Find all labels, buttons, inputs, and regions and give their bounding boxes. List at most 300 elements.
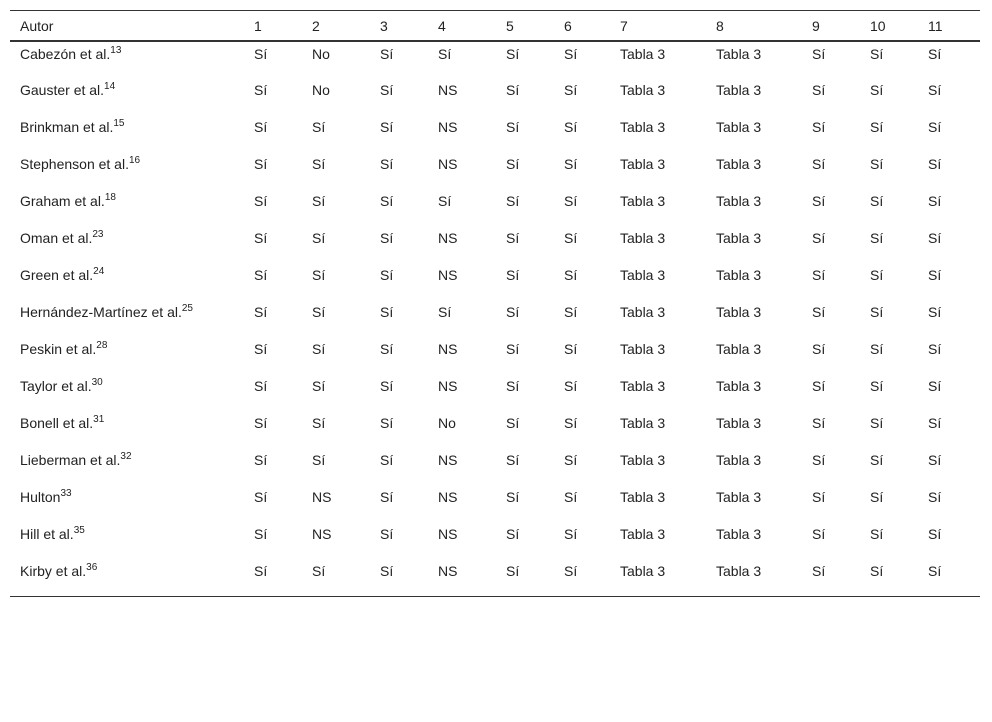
criterion-value: Sí [506, 489, 520, 505]
criterion-1-cell [244, 337, 302, 374]
criterion-value: Sí [870, 378, 884, 394]
criterion-7-cell [610, 152, 706, 189]
criterion-1-cell [244, 522, 302, 559]
criterion-value: Sí [870, 415, 884, 431]
criterion-1-cell [244, 559, 302, 596]
criterion-value: Sí [870, 156, 884, 172]
criterion-value: Sí [870, 119, 884, 135]
criterion-4-cell [428, 374, 496, 411]
criterion-value: Sí [312, 452, 326, 468]
criterion-5-cell [496, 374, 554, 411]
criterion-value: Sí [928, 119, 942, 135]
criterion-value: Sí [870, 452, 884, 468]
criterion-value: Tabla 3 [716, 193, 762, 209]
criterion-8-cell [706, 78, 802, 115]
criterion-2-cell [302, 152, 370, 189]
table-row [10, 152, 980, 189]
criterion-2-cell [302, 337, 370, 374]
criterion-value: NS [438, 156, 458, 172]
criterion-value: Sí [870, 563, 884, 579]
table-row [10, 78, 980, 115]
criterion-5-cell [496, 78, 554, 115]
criterion-value: Sí [506, 82, 520, 98]
criterion-value: Sí [380, 452, 394, 468]
reference-number: 23 [92, 229, 104, 240]
criterion-value: Sí [312, 156, 326, 172]
criterion-10-cell [860, 411, 918, 448]
criterion-value: Sí [870, 526, 884, 542]
criterion-4-cell [428, 263, 496, 300]
criterion-9-cell [802, 448, 860, 485]
criterion-11-cell [918, 115, 980, 152]
criterion-2-cell [302, 41, 370, 78]
author-name: Hill et al. [20, 526, 74, 542]
criterion-value: Sí [254, 46, 268, 62]
criterion-value: Sí [506, 415, 520, 431]
criterion-value: Sí [506, 452, 520, 468]
criterion-10-cell [860, 189, 918, 226]
criterion-1-cell [244, 263, 302, 300]
criterion-7-cell [610, 115, 706, 152]
criterion-value: Sí [254, 267, 268, 283]
reference-number: 36 [86, 562, 98, 573]
criterion-1-cell [244, 189, 302, 226]
criterion-value: Sí [380, 415, 394, 431]
criterion-6-cell [554, 559, 610, 596]
criterion-10-cell [860, 337, 918, 374]
header-criterion-7: 7 [610, 11, 706, 42]
criterion-value: Tabla 3 [620, 563, 666, 579]
criterion-5-cell [496, 189, 554, 226]
criterion-6-cell [554, 411, 610, 448]
criterion-value: Sí [564, 526, 578, 542]
criterion-10-cell [860, 115, 918, 152]
reference-number: 13 [110, 45, 122, 56]
criterion-value: Sí [380, 563, 394, 579]
criterion-value: Tabla 3 [620, 341, 666, 357]
criterion-10-cell [860, 263, 918, 300]
criterion-3-cell [370, 189, 428, 226]
criterion-value: Sí [438, 46, 452, 62]
author-cell [10, 300, 244, 337]
criterion-value: NS [438, 526, 458, 542]
criterion-6-cell [554, 374, 610, 411]
criterion-1-cell [244, 78, 302, 115]
criterion-value: Sí [312, 563, 326, 579]
criterion-value: Sí [564, 46, 578, 62]
criterion-value: Sí [812, 526, 826, 542]
criterion-value: Sí [870, 193, 884, 209]
criterion-value: Sí [564, 452, 578, 468]
author-cell [10, 448, 244, 485]
criterion-value: Sí [928, 341, 942, 357]
criterion-value: NS [438, 82, 458, 98]
criterion-value: Sí [812, 82, 826, 98]
reference-number: 33 [60, 488, 72, 499]
criterion-5-cell [496, 559, 554, 596]
criterion-value: Sí [380, 46, 394, 62]
criterion-11-cell [918, 374, 980, 411]
author-name: Bonell et al. [20, 415, 94, 431]
criterion-3-cell [370, 152, 428, 189]
header-criterion-4: 4 [428, 11, 496, 42]
criterion-value: Sí [928, 378, 942, 394]
criterion-6-cell [554, 485, 610, 522]
author-name: Hulton [20, 489, 61, 505]
author-name: Kirby et al. [20, 563, 87, 579]
criterion-value: Sí [506, 304, 520, 320]
author-cell [10, 337, 244, 374]
criterion-value: Tabla 3 [620, 489, 666, 505]
criterion-3-cell [370, 337, 428, 374]
criterion-value: Sí [380, 378, 394, 394]
criterion-6-cell [554, 337, 610, 374]
author-cell [10, 522, 244, 559]
criterion-value: Sí [870, 489, 884, 505]
author-cell [10, 78, 244, 115]
criterion-1-cell [244, 226, 302, 263]
criterion-value: Sí [380, 526, 394, 542]
criterion-5-cell [496, 485, 554, 522]
criterion-value: Sí [812, 230, 826, 246]
criterion-9-cell [802, 189, 860, 226]
table-header-row [10, 11, 980, 42]
criterion-value: Tabla 3 [620, 378, 666, 394]
criterion-2-cell [302, 263, 370, 300]
criterion-4-cell [428, 152, 496, 189]
criterion-11-cell [918, 522, 980, 559]
criterion-2-cell [302, 374, 370, 411]
criterion-9-cell [802, 522, 860, 559]
criterion-value: Sí [812, 304, 826, 320]
criterion-value: Sí [506, 156, 520, 172]
criterion-value: Tabla 3 [716, 267, 762, 283]
criterion-value: Tabla 3 [620, 452, 666, 468]
criterion-value: Tabla 3 [716, 526, 762, 542]
criterion-value: Sí [564, 267, 578, 283]
criterion-5-cell [496, 448, 554, 485]
criterion-value: NS [438, 230, 458, 246]
criterion-value: Sí [928, 46, 942, 62]
criterion-value: Sí [254, 82, 268, 98]
criterion-value: Tabla 3 [620, 46, 666, 62]
table-row [10, 374, 980, 411]
criterion-4-cell [428, 189, 496, 226]
criterion-9-cell [802, 411, 860, 448]
criterion-value: Sí [870, 230, 884, 246]
author-cell [10, 189, 244, 226]
criterion-4-cell [428, 448, 496, 485]
criterion-value: Sí [254, 304, 268, 320]
criterion-7-cell [610, 300, 706, 337]
criterion-value: Sí [254, 415, 268, 431]
criterion-8-cell [706, 411, 802, 448]
criterion-7-cell [610, 559, 706, 596]
criterion-value: Sí [380, 304, 394, 320]
criterion-value: Sí [564, 230, 578, 246]
criterion-value: Tabla 3 [716, 119, 762, 135]
criterion-8-cell [706, 448, 802, 485]
criterion-5-cell [496, 411, 554, 448]
criterion-value: Sí [312, 119, 326, 135]
criterion-value: Tabla 3 [620, 526, 666, 542]
criterion-value: Tabla 3 [716, 156, 762, 172]
criterion-11-cell [918, 485, 980, 522]
reference-number: 15 [113, 118, 125, 129]
author-name: Hernández-Martínez et al. [20, 304, 182, 320]
criterion-6-cell [554, 41, 610, 78]
criterion-1-cell [244, 41, 302, 78]
criterion-value: NS [438, 563, 458, 579]
criterion-10-cell [860, 559, 918, 596]
reference-number: 28 [96, 340, 108, 351]
criterion-value: Sí [928, 452, 942, 468]
criterion-3-cell [370, 41, 428, 78]
criterion-11-cell [918, 226, 980, 263]
criterion-value: NS [438, 267, 458, 283]
criterion-3-cell [370, 411, 428, 448]
criterion-5-cell [496, 522, 554, 559]
criterion-value: Sí [380, 341, 394, 357]
criterion-value: Tabla 3 [620, 156, 666, 172]
criterion-3-cell [370, 522, 428, 559]
criterion-value: Sí [254, 230, 268, 246]
criterion-10-cell [860, 485, 918, 522]
criterion-5-cell [496, 263, 554, 300]
criterion-value: Tabla 3 [620, 415, 666, 431]
criterion-value: Sí [506, 563, 520, 579]
criterion-value: Sí [564, 489, 578, 505]
criterion-value: Sí [380, 82, 394, 98]
criterion-9-cell [802, 337, 860, 374]
author-name: Cabezón et al. [20, 46, 111, 62]
criterion-value: Tabla 3 [716, 563, 762, 579]
criterion-value: Sí [506, 230, 520, 246]
table-row [10, 226, 980, 263]
criterion-value: Sí [928, 267, 942, 283]
criterion-value: No [438, 415, 456, 431]
criterion-4-cell [428, 559, 496, 596]
criterion-8-cell [706, 374, 802, 411]
header-criterion-1: 1 [244, 11, 302, 42]
criterion-4-cell [428, 41, 496, 78]
criterion-value: Sí [564, 82, 578, 98]
criterion-11-cell [918, 78, 980, 115]
criterion-9-cell [802, 559, 860, 596]
table-row [10, 448, 980, 485]
criterion-5-cell [496, 41, 554, 78]
author-cell [10, 152, 244, 189]
criterion-value: Sí [812, 119, 826, 135]
criterion-5-cell [496, 152, 554, 189]
author-name: Brinkman et al. [20, 119, 114, 135]
criterion-value: Sí [870, 267, 884, 283]
criterion-value: Sí [870, 304, 884, 320]
criterion-10-cell [860, 152, 918, 189]
criterion-11-cell [918, 337, 980, 374]
criterion-value: Sí [564, 341, 578, 357]
table-row [10, 300, 980, 337]
criterion-7-cell [610, 448, 706, 485]
author-cell [10, 263, 244, 300]
criterion-11-cell [918, 300, 980, 337]
criterion-value: NS [312, 489, 332, 505]
criterion-value: Sí [254, 452, 268, 468]
criterion-value: Sí [812, 452, 826, 468]
reference-number: 18 [104, 192, 116, 203]
criterion-value: Tabla 3 [716, 46, 762, 62]
criterion-value: NS [438, 489, 458, 505]
criterion-11-cell [918, 152, 980, 189]
criterion-9-cell [802, 41, 860, 78]
criterion-value: NS [438, 452, 458, 468]
reference-number: 32 [120, 451, 132, 462]
criterion-1-cell [244, 485, 302, 522]
criterion-3-cell [370, 78, 428, 115]
criterion-9-cell [802, 78, 860, 115]
criterion-value: Tabla 3 [620, 193, 666, 209]
author-name: Graham et al. [20, 193, 105, 209]
criterion-value: Sí [812, 378, 826, 394]
criterion-value: Tabla 3 [716, 230, 762, 246]
criterion-value: Sí [312, 304, 326, 320]
criterion-value: NS [438, 119, 458, 135]
reference-number: 31 [93, 414, 105, 425]
criterion-8-cell [706, 522, 802, 559]
criterion-9-cell [802, 226, 860, 263]
criterion-8-cell [706, 263, 802, 300]
criterion-value: Sí [380, 193, 394, 209]
criterion-9-cell [802, 374, 860, 411]
criterion-value: Tabla 3 [716, 82, 762, 98]
criterion-6-cell [554, 263, 610, 300]
criterion-9-cell [802, 115, 860, 152]
criterion-value: Sí [380, 267, 394, 283]
criterion-7-cell [610, 189, 706, 226]
criterion-11-cell [918, 41, 980, 78]
reference-number: 16 [128, 155, 141, 166]
criterion-8-cell [706, 115, 802, 152]
criterion-8-cell [706, 300, 802, 337]
criterion-8-cell [706, 152, 802, 189]
criterion-value: Sí [812, 46, 826, 62]
criterion-value: Sí [564, 156, 578, 172]
criterion-value: Tabla 3 [716, 415, 762, 431]
criterion-3-cell [370, 300, 428, 337]
criterion-2-cell [302, 189, 370, 226]
criterion-value: NS [438, 378, 458, 394]
criterion-1-cell [244, 448, 302, 485]
criterion-8-cell [706, 485, 802, 522]
author-name: Peskin et al. [20, 341, 97, 357]
criterion-4-cell [428, 522, 496, 559]
criterion-value: Sí [254, 193, 268, 209]
author-cell [10, 41, 244, 78]
criterion-value: Sí [506, 341, 520, 357]
header-criterion-2: 2 [302, 11, 370, 42]
criterion-5-cell [496, 226, 554, 263]
table-row [10, 485, 980, 522]
criterion-value: Sí [254, 526, 268, 542]
author-name: Green et al. [20, 267, 94, 283]
criterion-3-cell [370, 448, 428, 485]
criterion-value: Sí [928, 415, 942, 431]
criterion-value: Sí [870, 46, 884, 62]
criterion-value: Sí [254, 378, 268, 394]
criterion-11-cell [918, 189, 980, 226]
criterion-4-cell [428, 300, 496, 337]
criterion-8-cell [706, 559, 802, 596]
criterion-value: Tabla 3 [620, 119, 666, 135]
criterion-value: Sí [928, 563, 942, 579]
criterion-value: Sí [506, 46, 520, 62]
table-row [10, 411, 980, 448]
header-criterion-10: 10 [860, 11, 918, 42]
criterion-value: Sí [312, 341, 326, 357]
header-criterion-9: 9 [802, 11, 860, 42]
criterion-2-cell [302, 226, 370, 263]
author-cell [10, 559, 244, 596]
criterion-6-cell [554, 522, 610, 559]
criterion-11-cell [918, 448, 980, 485]
reference-number: 25 [181, 303, 193, 314]
criterion-value: Sí [254, 563, 268, 579]
criterion-value: Sí [928, 230, 942, 246]
header-criterion-6: 6 [554, 11, 610, 42]
criterion-10-cell [860, 522, 918, 559]
header-autor: Autor [10, 11, 244, 42]
criterion-3-cell [370, 226, 428, 263]
criterion-value: Tabla 3 [716, 452, 762, 468]
author-cell [10, 226, 244, 263]
criterion-value: Sí [254, 341, 268, 357]
criterion-value: Sí [564, 378, 578, 394]
criterion-value: Sí [564, 415, 578, 431]
criterion-2-cell [302, 411, 370, 448]
criterion-value: Sí [312, 193, 326, 209]
criterion-1-cell [244, 115, 302, 152]
criterion-value: Sí [564, 563, 578, 579]
criterion-9-cell [802, 485, 860, 522]
criterion-2-cell [302, 485, 370, 522]
header-criterion-5: 5 [496, 11, 554, 42]
criterion-value: Sí [564, 193, 578, 209]
criterion-value: Tabla 3 [620, 230, 666, 246]
criterion-value: Sí [812, 156, 826, 172]
table-row [10, 522, 980, 559]
quality-assessment-table [10, 10, 980, 597]
header-criterion-11: 11 [918, 11, 980, 42]
criterion-value: Sí [380, 489, 394, 505]
table-row [10, 559, 980, 596]
criterion-value: Tabla 3 [620, 304, 666, 320]
criterion-value: Sí [254, 119, 268, 135]
criterion-5-cell [496, 337, 554, 374]
criterion-6-cell [554, 115, 610, 152]
criterion-value: Sí [438, 193, 452, 209]
criterion-value: No [312, 82, 330, 98]
criterion-value: Sí [928, 156, 942, 172]
criterion-value: Sí [438, 304, 452, 320]
criterion-5-cell [496, 300, 554, 337]
criterion-9-cell [802, 300, 860, 337]
criterion-7-cell [610, 263, 706, 300]
criterion-value: Sí [506, 378, 520, 394]
criterion-7-cell [610, 226, 706, 263]
criterion-value: Sí [928, 526, 942, 542]
criterion-value: Sí [254, 489, 268, 505]
criterion-value: Tabla 3 [716, 378, 762, 394]
